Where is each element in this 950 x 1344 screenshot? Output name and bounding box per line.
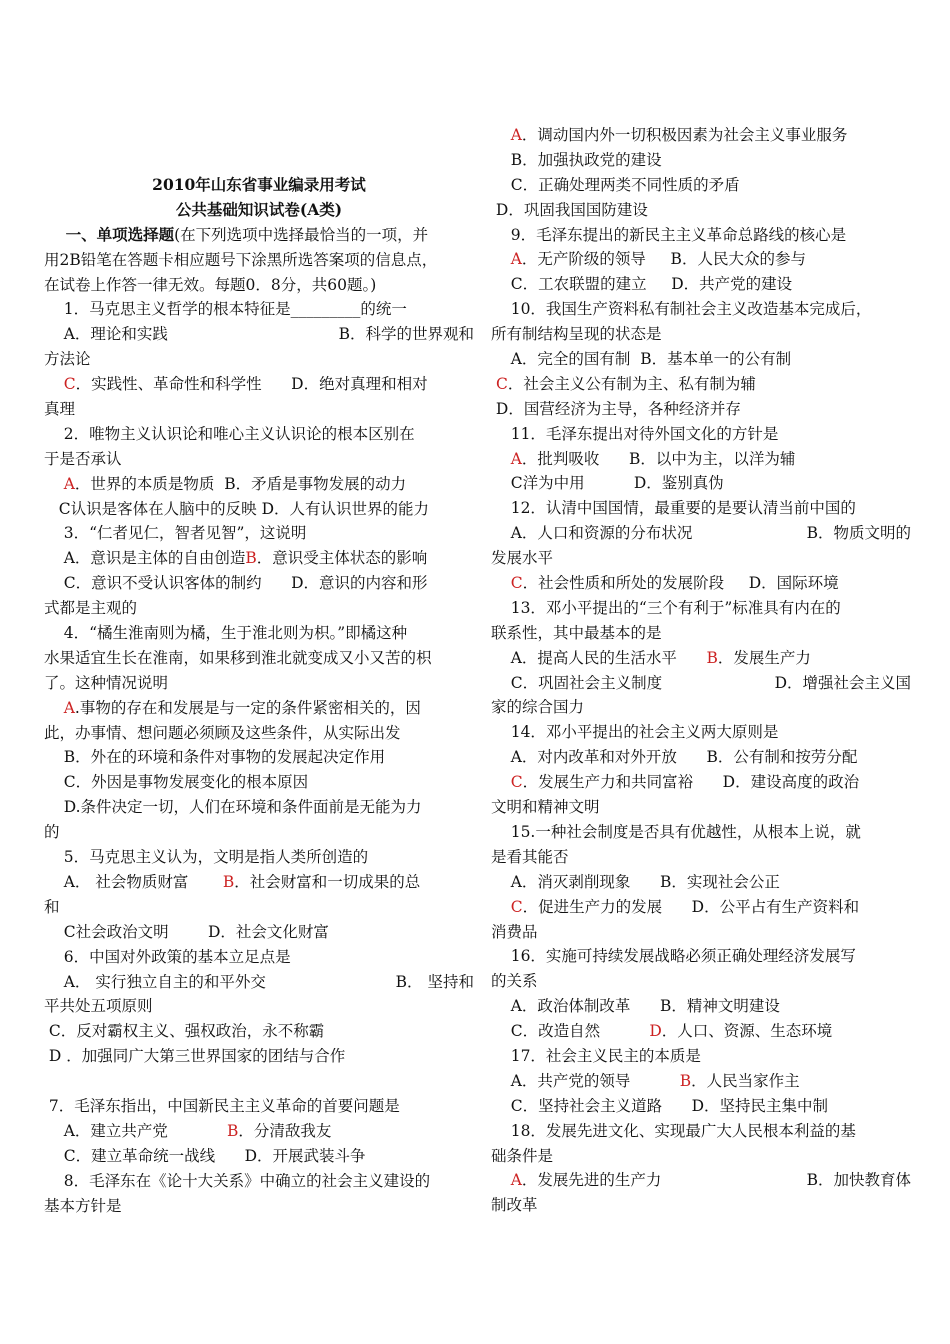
text-line <box>44 721 474 746</box>
text-segment <box>491 574 511 592</box>
text-line <box>491 148 911 173</box>
text-segment: 消费品 <box>491 922 538 941</box>
text-line <box>491 322 911 347</box>
text-line <box>44 621 474 646</box>
text-segment: 制改革 <box>491 1196 538 1215</box>
text-segment: 16．实施可持续发展战略必须正确处理经济发展写 <box>491 947 856 966</box>
text-line <box>491 845 911 870</box>
text-segment: A．意识是主体的自由创造 <box>44 549 246 568</box>
text-line <box>44 571 474 596</box>
text-segment: 3．“仁者见仁，智者见智”，这说明 <box>44 524 307 543</box>
text-line <box>44 322 474 347</box>
text-line <box>491 1119 911 1144</box>
text-line <box>491 223 911 248</box>
text-segment: ．实践性、革命性和科学性 D．绝对真理和相对 <box>75 375 428 394</box>
text-segment: 8．毛泽东在《论十大关系》中确立的社会主义建设的 <box>44 1171 431 1190</box>
text-segment: A．理论和实践 <box>44 325 168 344</box>
text-line <box>491 447 911 472</box>
text-line <box>491 1094 911 1119</box>
text-segment: B．外在的环境和条件对事物的发展起决定作用 <box>44 748 386 767</box>
text-segment <box>491 898 511 916</box>
text-segment: 真理 <box>44 400 76 419</box>
text-segment: 式都是主观的 <box>44 599 138 618</box>
text-segment: ．批判吸收 B．以中为主，以洋为辅 <box>521 449 796 468</box>
text-segment: ．无产阶级的领导 B．人民大众的参与 <box>521 250 806 269</box>
text-line <box>491 795 911 820</box>
text-line <box>44 173 474 198</box>
text-segment: C．建立革命统一战线 D．开展武装斗争 <box>44 1146 366 1165</box>
text-segment <box>44 375 64 393</box>
text-line <box>491 173 911 198</box>
text-line <box>491 695 911 720</box>
text-segment: 此，办事情、想问题必须顾及这些条件，从实际出发 <box>44 723 401 742</box>
text-line <box>491 944 911 969</box>
answer-letter: B <box>227 1121 239 1140</box>
text-segment: C洋为中用 D．鉴别真伪 <box>491 474 724 493</box>
text-segment: A． 实行独立自主的和平外交 <box>44 972 266 991</box>
text-line <box>491 870 911 895</box>
text-line <box>491 895 911 920</box>
text-segment: C．坚持社会主义道路 D．坚持民主集中制 <box>491 1096 829 1115</box>
text-segment <box>491 450 511 468</box>
text-segment: ．促进生产力的发展 D．公平占有生产资料和 <box>522 897 860 916</box>
text-segment: 1．马克思主义哲学的根本特征是_________的统一 <box>44 300 407 319</box>
text-line <box>44 696 474 721</box>
answer-letter: C <box>510 574 523 593</box>
text-segment <box>491 126 511 144</box>
text-segment: C．正确处理两类不同性质的矛盾 <box>491 175 740 194</box>
answer-letter: A <box>510 250 522 269</box>
text-line <box>44 397 474 422</box>
text-segment: 础条件是 <box>491 1146 554 1165</box>
text-line <box>44 273 474 298</box>
text-segment: 在试卷上作答一律无效。每题0．8分，共60题。) <box>44 275 377 294</box>
text-segment: C认识是客体在人脑中的反映 D．人有认识世界的能力 <box>44 499 429 518</box>
text-segment: 18．发展先进文化、实现最广大人民根本利益的基 <box>491 1121 856 1140</box>
text-line <box>491 521 911 546</box>
text-segment <box>491 773 511 791</box>
text-segment: C．改造自然 <box>491 1022 650 1041</box>
text-segment: D．巩固我国国防建设 <box>491 200 648 219</box>
answer-letter: C <box>63 375 76 394</box>
text-line <box>44 870 474 895</box>
answer-letter: A <box>63 474 75 493</box>
text-line <box>491 770 911 795</box>
text-segment: D ．加强同广大第三世界国家的团结与合作 <box>44 1047 346 1066</box>
right-column <box>491 123 911 1218</box>
text-segment: 15.一种社会制度是否具有优越性，从根本上说，就 <box>491 822 861 841</box>
text-segment: A．消灭剥削现象 B．实现社会公正 <box>491 872 780 891</box>
text-line <box>44 1044 474 1069</box>
text-segment: (在下列选项中选择最恰当的一项，并 <box>174 225 429 244</box>
text-line <box>491 397 911 422</box>
text-line <box>491 621 911 646</box>
text-segment: 一、单项选择题 <box>44 224 175 244</box>
answer-letter: D <box>649 1022 662 1041</box>
text-line <box>491 471 911 496</box>
text-line <box>44 1119 474 1144</box>
text-segment: 平共处五项原则 <box>44 997 153 1016</box>
text-line <box>491 347 911 372</box>
text-line <box>44 1094 474 1119</box>
text-segment: .事物的存在和发展是与一定的条件紧密相关的，因 <box>74 698 421 717</box>
text-segment <box>491 250 511 268</box>
text-segment: 9．毛泽东提出的新民主主义革命总路线的核心是 <box>491 225 847 244</box>
text-line <box>44 223 474 248</box>
text-line <box>491 198 911 223</box>
text-segment: A．共产党的领导 <box>491 1071 680 1090</box>
text-line <box>491 272 911 297</box>
text-segment: 家的综合国力 <box>491 698 585 717</box>
answer-letter: B <box>222 872 235 891</box>
text-line <box>491 596 911 621</box>
text-segment: C．外因是事物发展变化的根本原因 <box>44 773 309 792</box>
text-segment: 11．毛泽东提出对待外国文化的方针是 <box>491 424 779 443</box>
text-segment: ．发展生产力 <box>717 648 811 667</box>
text-segment: B．物质文明的 <box>806 524 911 543</box>
text-line <box>491 646 911 671</box>
text-line <box>44 198 474 223</box>
text-line <box>44 297 474 322</box>
text-segment: C．工农联盟的建立 D．共产党的建设 <box>491 275 793 294</box>
text-segment: 12．认清中国国情，最重要的是要认清当前中国的 <box>491 499 856 518</box>
text-segment: ．人口、资源、生态环境 <box>661 1022 833 1041</box>
answer-letter: A <box>510 1171 522 1190</box>
text-line <box>491 372 911 397</box>
text-line <box>491 123 911 148</box>
text-line <box>491 571 911 596</box>
text-line <box>491 247 911 272</box>
text-segment: ．意识受主体状态的影响 <box>256 549 428 568</box>
text-line <box>491 1019 911 1044</box>
text-segment: 14．邓小平提出的社会主义两大原则是 <box>491 723 779 742</box>
text-segment: 是看其能否 <box>491 847 569 866</box>
text-line <box>44 1069 474 1094</box>
text-line <box>44 422 474 447</box>
text-line <box>44 472 474 497</box>
text-line <box>44 596 474 621</box>
text-line <box>44 994 474 1019</box>
text-line <box>491 720 911 745</box>
text-line <box>491 1193 911 1218</box>
text-segment: ．发展先进的生产力 <box>521 1171 662 1190</box>
text-line <box>44 970 474 995</box>
text-segment: ．人民当家作主 <box>691 1071 800 1090</box>
text-segment: A．对内改革和对外开放 B．公有制和按劳分配 <box>491 748 858 767</box>
text-line <box>491 496 911 521</box>
text-segment: D．国营经济为主导，各种经济并存 <box>491 399 741 418</box>
answer-letter: C <box>495 374 508 393</box>
text-segment: C．意识不受认识客体的制约 D．意识的内容和形 <box>44 574 428 593</box>
text-line <box>44 895 474 920</box>
text-segment: 于是否承认 <box>44 449 122 468</box>
text-segment: 5．马克思主义认为，文明是指人类所创造的 <box>44 848 369 867</box>
text-segment: 和 <box>44 897 60 916</box>
text-line <box>491 920 911 945</box>
text-segment: 7．毛泽东指出，中国新民主主义革命的首要问题是 <box>44 1096 400 1115</box>
text-segment: A．提高人民的生活水平 <box>491 648 707 667</box>
text-line <box>491 969 911 994</box>
text-segment: ．发展生产力和共同富裕 D．建设高度的政治 <box>522 773 860 792</box>
text-segment: 所有制结构呈现的状态是 <box>491 325 662 344</box>
text-segment: B．加快教育体 <box>806 1171 911 1190</box>
text-segment: 的 <box>44 823 60 842</box>
text-line <box>491 297 911 322</box>
text-segment: B．加强执政党的建设 <box>491 150 662 169</box>
text-line <box>491 422 911 447</box>
text-line <box>44 820 474 845</box>
text-segment: 方法论 <box>44 350 91 369</box>
text-segment: C社会政治文明 D．社会文化财富 <box>44 922 329 941</box>
text-line <box>44 521 474 546</box>
text-line <box>44 248 474 273</box>
text-segment: 2010年山东省事业编录用考试 <box>152 175 366 194</box>
text-line <box>44 671 474 696</box>
text-line <box>44 372 474 397</box>
text-segment: A．政治体制改革 B．精神文明建设 <box>491 997 780 1016</box>
answer-letter: C <box>510 897 523 916</box>
text-segment: A．人口和资源的分布状况 <box>491 524 693 543</box>
text-line <box>44 646 474 671</box>
text-segment: B．科学的世界观和 <box>338 325 474 344</box>
text-segment: 的关系 <box>491 972 538 991</box>
text-segment: 用2B铅笔在答题卡相应题号下涂黑所选答案项的信息点， <box>44 250 438 269</box>
text-segment: ．世界的本质是物质 B．矛盾是事物发展的动力 <box>74 474 407 493</box>
text-segment: 4．“橘生淮南则为橘，生于淮北则为枳。”即橘这种 <box>44 624 408 643</box>
text-line <box>44 497 474 522</box>
text-line <box>491 745 911 770</box>
text-segment: 13．邓小平提出的“三个有利于”标准具有内在的 <box>491 598 841 617</box>
text-line <box>491 1168 911 1193</box>
answer-letter: C <box>510 773 523 792</box>
text-line <box>491 546 911 571</box>
text-segment: ．分清敌我友 <box>238 1121 332 1140</box>
text-segment: 基本方针是 <box>44 1196 122 1215</box>
text-line <box>44 845 474 870</box>
text-line <box>44 347 474 372</box>
text-segment: C．巩固社会主义制度 <box>491 673 663 692</box>
text-segment: 文明和精神文明 <box>491 798 600 817</box>
text-line <box>44 1144 474 1169</box>
text-segment <box>44 475 64 493</box>
text-segment: 2．唯物主义认识论和唯心主义认识论的根本区别在 <box>44 424 415 443</box>
answer-letter: A <box>63 698 75 717</box>
text-line <box>44 1019 474 1044</box>
text-segment: D.条件决定一切，人们在环境和条件面前是无能为力 <box>44 798 422 817</box>
text-segment: 联系性，其中最基本的是 <box>491 623 662 642</box>
text-line <box>491 671 911 696</box>
text-line <box>491 820 911 845</box>
text-segment: ．社会财富和一切成果的总 <box>234 872 421 891</box>
text-segment: 公共基础知识试卷(A类) <box>175 199 343 219</box>
text-segment: A．完全的国有制 B．基本单一的公有制 <box>491 350 792 369</box>
text-line <box>44 770 474 795</box>
text-segment: ．调动国内外一切积极因素为社会主义事业服务 <box>521 126 848 144</box>
text-line <box>44 1169 474 1194</box>
text-line <box>44 920 474 945</box>
answer-letter: B <box>706 648 718 667</box>
text-segment: A．建立共产党 <box>44 1121 228 1140</box>
text-line <box>44 795 474 820</box>
text-segment: 10．我国生产资料私有制社会主义改造基本完成后， <box>491 300 872 319</box>
text-segment: A． 社会物质财富 <box>44 872 223 891</box>
text-segment <box>491 1171 511 1189</box>
text-segment: 水果适宜生长在淮南，如果移到淮北就变成又小又苦的枳 <box>44 648 432 667</box>
text-line <box>44 1194 474 1219</box>
text-line <box>491 1069 911 1094</box>
left-column <box>44 173 474 1218</box>
text-segment: 发展水平 <box>491 549 554 568</box>
text-segment: 6．中国对外政策的基本立足点是 <box>44 947 291 966</box>
answer-letter: A <box>510 126 522 144</box>
text-segment <box>44 699 64 717</box>
text-segment: C．反对霸权主义、强权政治，永不称霸 <box>44 1022 325 1041</box>
text-line <box>44 945 474 970</box>
text-segment: B． 坚持和 <box>395 972 474 991</box>
text-segment: 17．社会主义民主的本质是 <box>491 1046 701 1065</box>
answer-letter: B <box>245 549 257 568</box>
text-segment: ．社会主义公有制为主、私有制为辅 <box>507 374 756 393</box>
text-line <box>491 1044 911 1069</box>
answer-letter: B <box>679 1071 692 1090</box>
text-segment: ．社会性质和所处的发展阶段 D．国际环境 <box>522 574 839 593</box>
text-line <box>44 447 474 472</box>
text-line <box>44 546 474 571</box>
text-segment: D．增强社会主义国 <box>774 673 911 692</box>
text-line <box>44 745 474 770</box>
text-line <box>491 1144 911 1169</box>
answer-letter: A <box>510 449 522 468</box>
text-line <box>491 994 911 1019</box>
text-segment: 了。这种情况说明 <box>44 673 169 692</box>
